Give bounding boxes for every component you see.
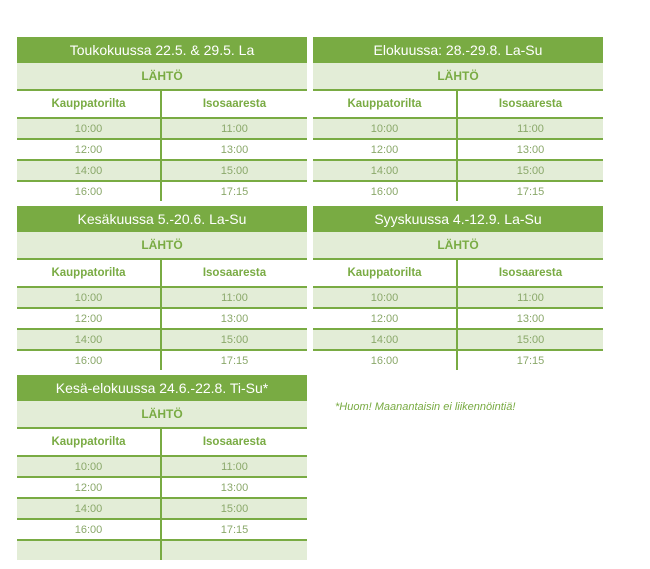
table-cell — [162, 541, 307, 560]
table-cell: 10:00 — [17, 457, 162, 476]
table-cell: 13:00 — [220, 143, 249, 156]
table-cell: 17:15 — [220, 523, 249, 536]
table-row — [17, 182, 307, 201]
table-row — [17, 330, 307, 351]
column-header-from-island: Isosaaresta — [498, 267, 563, 279]
table-cell: 16:00 — [313, 182, 458, 201]
table-cell: 15:00 — [220, 502, 249, 515]
table-cell: 12:00 — [313, 309, 458, 328]
column-header-from-island: Isosaaresta — [498, 98, 563, 110]
table-row — [313, 119, 603, 140]
table-row — [17, 499, 307, 520]
column-header-from-market: Kauppatorilta — [17, 260, 162, 286]
schedule-table-may — [17, 37, 307, 201]
table-cell — [17, 541, 162, 560]
table-cell: 16:00 — [17, 351, 162, 370]
table-subheader: LÄHTÖ — [17, 232, 307, 260]
table-cell: 12:00 — [17, 309, 162, 328]
table-cell: 15:00 — [516, 164, 545, 177]
table-cell: 16:00 — [313, 351, 458, 370]
table-cell: 10:00 — [17, 288, 162, 307]
table-cell: 11:00 — [517, 291, 544, 304]
table-cell: 15:00 — [220, 164, 249, 177]
table-cell: 14:00 — [313, 161, 458, 180]
table-cell: 10:00 — [313, 119, 458, 138]
table-cell: 13:00 — [516, 312, 545, 325]
table-cell: 13:00 — [220, 312, 249, 325]
table-row — [17, 288, 307, 309]
column-header-from-market: Kauppatorilta — [313, 91, 458, 117]
table-cell: 17:15 — [516, 354, 545, 367]
table-cell: 14:00 — [313, 330, 458, 349]
table-header-row — [313, 91, 603, 119]
table-row — [17, 457, 307, 478]
table-title: Elokuussa: 28.-29.8. La-Su — [313, 37, 603, 63]
footnote: *Huom! Maanantaisin ei liikennöintiä! — [335, 401, 516, 413]
table-cell: 13:00 — [516, 143, 545, 156]
table-row — [313, 161, 603, 182]
table-cell: 15:00 — [516, 333, 545, 346]
table-header-row — [313, 260, 603, 288]
table-row — [17, 119, 307, 140]
table-row — [313, 330, 603, 351]
table-title: Toukokuussa 22.5. & 29.5. La — [17, 37, 307, 63]
table-row — [17, 478, 307, 499]
table-row — [313, 351, 603, 370]
table-row — [17, 520, 307, 541]
table-cell: 11:00 — [221, 122, 248, 135]
table-cell: 17:15 — [516, 185, 545, 198]
table-title: Kesäkuussa 5.-20.6. La-Su — [17, 206, 307, 232]
column-header-from-island: Isosaaresta — [202, 267, 267, 279]
table-cell: 14:00 — [17, 161, 162, 180]
table-row — [17, 309, 307, 330]
table-row — [17, 161, 307, 182]
table-cell: 14:00 — [17, 330, 162, 349]
table-cell: 16:00 — [17, 520, 162, 539]
schedule-table-summer — [17, 375, 307, 560]
table-cell: 12:00 — [17, 140, 162, 159]
table-row — [17, 351, 307, 370]
table-subheader: LÄHTÖ — [17, 401, 307, 429]
table-cell: 14:00 — [17, 499, 162, 518]
table-row — [313, 309, 603, 330]
table-cell: 15:00 — [220, 333, 249, 346]
table-cell: 17:15 — [220, 185, 249, 198]
table-subheader: LÄHTÖ — [313, 232, 603, 260]
schedule-table-september — [313, 206, 603, 370]
table-subheader: LÄHTÖ — [313, 63, 603, 91]
table-row — [313, 140, 603, 161]
column-header-from-market: Kauppatorilta — [17, 91, 162, 117]
table-row — [313, 288, 603, 309]
table-cell: 10:00 — [313, 288, 458, 307]
table-cell: 12:00 — [17, 478, 162, 497]
table-header-row — [17, 429, 307, 457]
table-cell: 13:00 — [220, 481, 249, 494]
column-header-from-island: Isosaaresta — [202, 98, 267, 110]
table-row — [313, 182, 603, 201]
schedule-table-june — [17, 206, 307, 370]
table-cell: 11:00 — [517, 122, 544, 135]
table-cell: 11:00 — [221, 460, 248, 473]
table-subheader: LÄHTÖ — [17, 63, 307, 91]
table-title: Kesä-elokuussa 24.6.-22.8. Ti-Su* — [17, 375, 307, 401]
table-cell: 11:00 — [221, 291, 248, 304]
column-header-from-market: Kauppatorilta — [17, 429, 162, 455]
table-row — [17, 541, 307, 560]
table-header-row — [17, 260, 307, 288]
column-header-from-island: Isosaaresta — [202, 436, 267, 448]
table-row — [17, 140, 307, 161]
table-cell: 17:15 — [220, 354, 249, 367]
column-header-from-market: Kauppatorilta — [313, 260, 458, 286]
schedule-table-august — [313, 37, 603, 201]
table-cell: 10:00 — [17, 119, 162, 138]
table-title: Syyskuussa 4.-12.9. La-Su — [313, 206, 603, 232]
table-cell: 16:00 — [17, 182, 162, 201]
table-cell: 12:00 — [313, 140, 458, 159]
table-header-row — [17, 91, 307, 119]
